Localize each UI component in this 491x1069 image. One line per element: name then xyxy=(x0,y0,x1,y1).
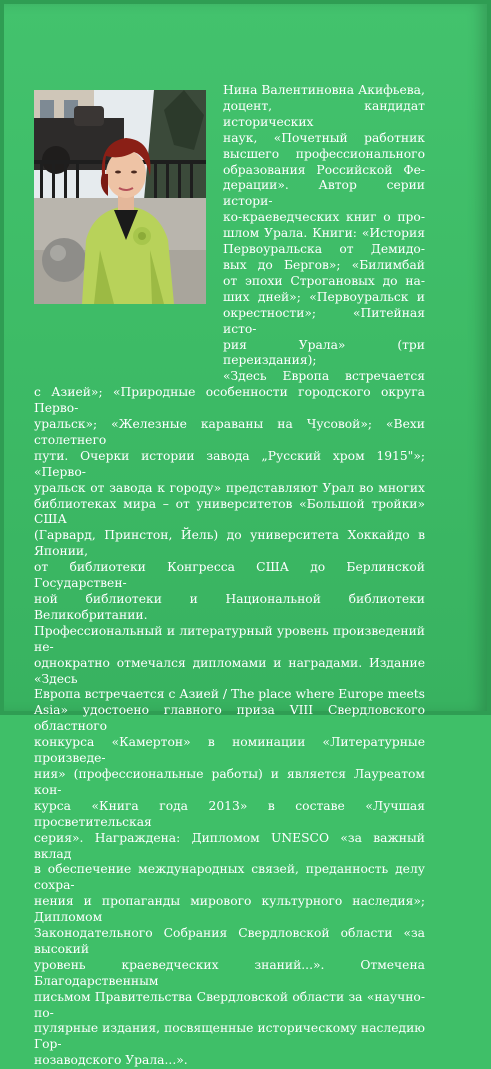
bio-line: с Азией»; «Природные особенности городского округа Перво- xyxy=(34,385,425,416)
bio-line: конкурса «Камертон» в номинации «Литературные произведе- xyxy=(34,735,425,766)
bio-line: в обеспечение международных связей, преданность делу сохра- xyxy=(34,862,425,893)
bio-line: курса «Книга года 2013» в составе «Лучшая просветительская xyxy=(34,798,425,829)
bio-line: «Здесь Европа встречается xyxy=(223,369,425,384)
bio-line: ной библиотеки и Национальной библиотеки Великобритании. xyxy=(34,592,425,622)
bio-line: шлом Урала. Книги: «История xyxy=(223,226,425,241)
bio-line: Нина Валентиновна Акифьева, xyxy=(223,83,425,97)
bio-line: уральск от завода к городу» представляют Урал во многих xyxy=(34,480,425,495)
bio-line: доцент, кандидат исторических xyxy=(223,98,425,129)
bio-line: пути. Очерки истории завода „Русский хром 1915"»; «Перво- xyxy=(34,448,425,479)
bio-line: окрестности»; «Питейная исто- xyxy=(223,305,425,336)
bio-line: Asia» удостоено главного приза VIII Свердловского областного xyxy=(34,703,425,734)
bio-line: уровень краеведческих знаний...». Отмечена Благодарственным xyxy=(34,957,425,988)
bio-line: от библиотеки Конгресса США до Берлинской Государствен- xyxy=(34,560,425,591)
bio-line: письмом Правительства Свердловской области за «научно-по- xyxy=(34,989,425,1020)
bio-line: серия». Награждена: Дипломом UNESCO «за важный вклад xyxy=(34,830,425,861)
bio-line: рия Урала» (три переиздания); xyxy=(223,337,425,368)
bio-line: ния» (профессиональные работы) и является Лауреатом кон- xyxy=(34,766,425,797)
bio-line: Профессиональный и литературный уровень произведений не- xyxy=(34,623,425,654)
bio-line: Законодательного Собрания Свердловской области «за высокий xyxy=(34,926,425,956)
bio-line: наук, «Почетный работник xyxy=(223,130,425,145)
bio-line: нения и пропаганды мирового культурного наследия»; Дипломом xyxy=(34,894,425,925)
bio-line: ко-краеведческих книг о про- xyxy=(223,210,425,225)
bio-line: пулярные издания, посвященные историческому наследию Гор- xyxy=(34,1021,425,1052)
bio-line: Европа встречается с Азией / The place where Europe meets xyxy=(34,687,425,702)
bio-line: однократно отмечался дипломами и наградами. Издание «Здесь xyxy=(34,655,425,686)
bio-line: нозаводского Урала...». xyxy=(34,1053,188,1068)
bio-line: вых до Бергов»; «Билимбай xyxy=(223,257,425,272)
author-biography xyxy=(34,83,425,1069)
bio-line: от эпохи Строгановых до на- xyxy=(223,273,425,288)
bio-line: высшего профессионального xyxy=(223,146,425,161)
bio-line: Первоуральска от Демидо- xyxy=(223,242,425,257)
bio-line: (Гарвард, Принстон, Йель) до университета Хоккайдо в Японии, xyxy=(34,528,425,559)
bio-line: уральск»; «Железные караваны на Чусовой»; «Вехи столетнего xyxy=(34,417,425,447)
bio-line: ших дней»; «Первоуральск и xyxy=(223,289,425,304)
bio-line: библиотеках мира – от университетов «Большой тройки» США xyxy=(34,496,425,527)
bio-line: образования Российской Фе- xyxy=(223,162,425,177)
bio-line: дерации». Автор серии истори- xyxy=(223,178,425,209)
